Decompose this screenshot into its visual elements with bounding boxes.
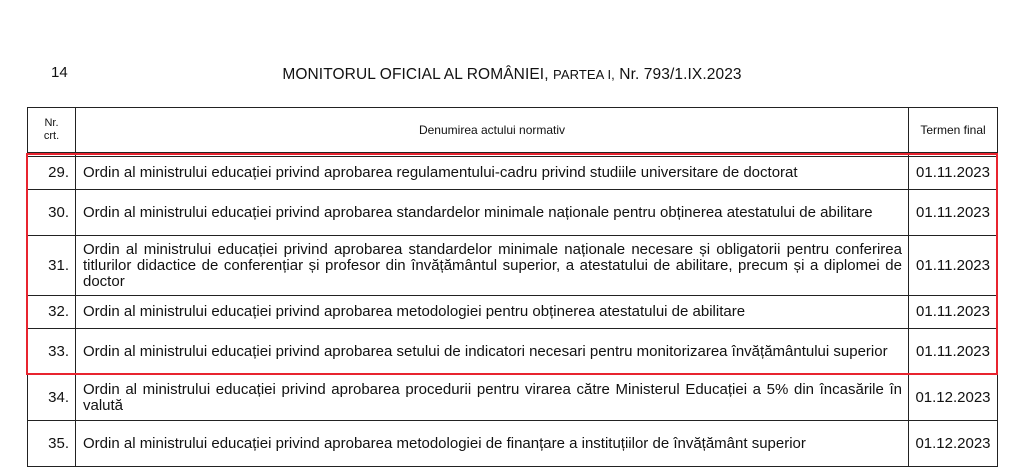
row-number: 29. [28, 157, 76, 190]
column-header-nr [28, 108, 76, 153]
row-number: 33. [28, 329, 76, 375]
act-deadline: 01.11.2023 [909, 296, 998, 329]
publication-issue: Nr. 793/1.IX.2023 [619, 66, 742, 83]
act-name: Ordin al ministrului educației privind aprobarea procedurii pentru virarea către Ministerul Educației a 5% din încasările în valută [76, 375, 909, 421]
column-header-deadline: Termen final [909, 108, 998, 153]
row-number: 34. [28, 375, 76, 421]
act-name: Ordin al ministrului educației privind aprobarea setului de indicatori necesari pentru monitorizarea învățământului superior [76, 329, 909, 375]
table-row [28, 296, 998, 329]
act-deadline: 01.11.2023 [909, 329, 998, 375]
act-deadline: 01.12.2023 [909, 375, 998, 421]
row-number: 31. [28, 236, 76, 296]
act-deadline: 01.12.2023 [909, 421, 998, 467]
row-number: 35. [28, 421, 76, 467]
act-deadline: 01.11.2023 [909, 236, 998, 296]
publication-name: MONITORUL OFICIAL AL ROMÂNIEI, [282, 66, 549, 83]
table-header-row [28, 108, 998, 153]
page-number: 14 [51, 64, 68, 81]
act-name: Ordin al ministrului educației privind aprobarea standardelor minimale naționale pentru obținerea atestatului de abilitare [76, 190, 909, 236]
normative-acts-table [27, 107, 998, 467]
column-header-nr-line2: crt. [43, 130, 60, 142]
row-number: 30. [28, 190, 76, 236]
act-name: Ordin al ministrului educației privind aprobarea metodologiei de finanțare a instituțiilor de învățământ superior [76, 421, 909, 467]
row-number: 32. [28, 296, 76, 329]
publication-part: PARTEA I, [553, 67, 615, 82]
column-header-name: Denumirea actului normativ [76, 108, 909, 153]
page-header-title [0, 66, 1024, 84]
table-row [28, 190, 998, 236]
table-row [28, 375, 998, 421]
act-deadline: 01.11.2023 [909, 190, 998, 236]
act-deadline: 01.11.2023 [909, 157, 998, 190]
act-name: Ordin al ministrului educației privind aprobarea metodologiei pentru obținerea atestatului de abilitare [76, 296, 909, 329]
table-row [28, 236, 998, 296]
table-row [28, 421, 998, 467]
act-name: Ordin al ministrului educației privind aprobarea regulamentului-cadru privind studiile universitare de doctorat [76, 157, 909, 190]
table-row [28, 157, 998, 190]
table-row [28, 329, 998, 375]
column-header-nr-line1: Nr. [44, 117, 59, 129]
act-name: Ordin al ministrului educației privind aprobarea standardelor minimale naționale necesare și obligatorii pentru conferirea titlurilor didactice de conferențiar și profesor din învățământul superior, a atestatului de abilitare, precum și a diplomei de doctor [76, 236, 909, 296]
